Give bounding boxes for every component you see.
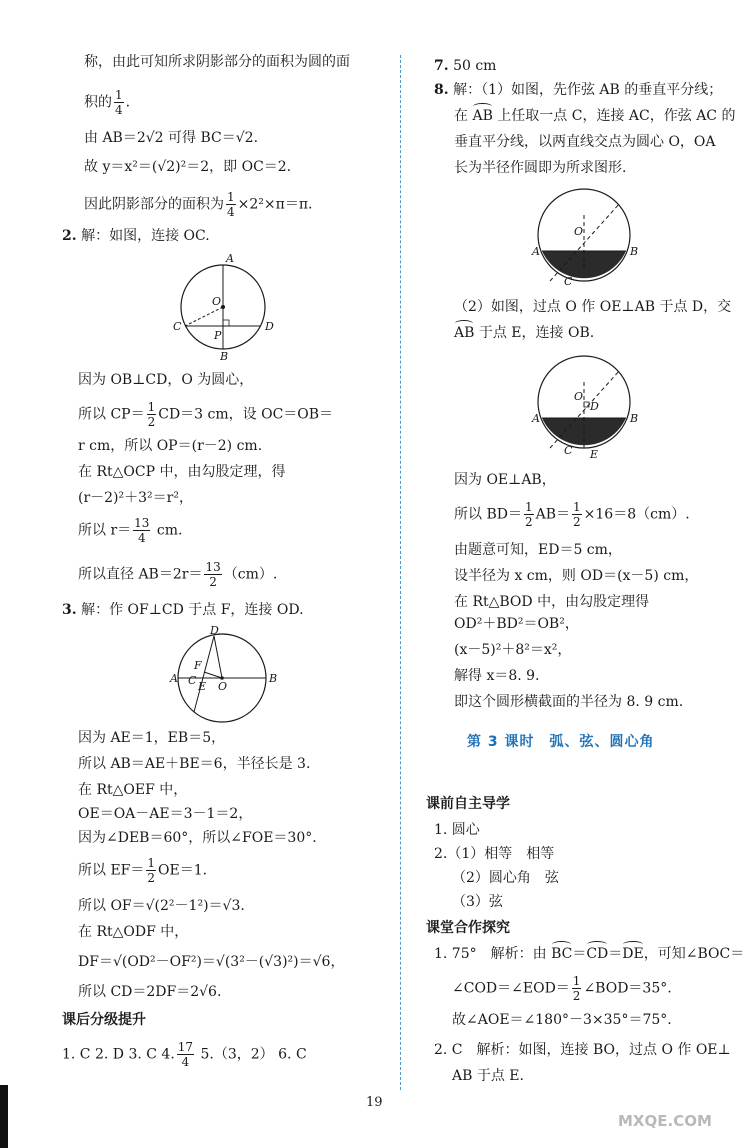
text-line: 在 Rt△BOD 中，由勾股定理得: [454, 594, 650, 610]
label-o: O: [212, 295, 222, 308]
label-o: O: [574, 225, 584, 238]
text-line: 因为 OE⊥AB，: [454, 472, 556, 488]
lesson-title: 第 3 课时 弧、弦、圆心角: [467, 734, 655, 750]
label-a: A: [226, 252, 234, 265]
answer-line: 1. 圆心: [434, 822, 480, 838]
column-divider: [400, 55, 401, 1090]
label-e: E: [198, 680, 207, 693]
fraction: $\frac{13}{4}$: [134, 516, 150, 545]
label-b: B: [269, 672, 278, 685]
text-line: 积的 $\frac{1}{4}$ .: [84, 88, 131, 117]
text-line: （2）如图，过点 O 作 OE⊥AB 于点 D，交: [454, 299, 732, 315]
right-angle-mark: [223, 320, 229, 326]
answer-line: （3）弦: [452, 894, 503, 910]
text-line: 所以 OF＝√(2²－1²)＝√3.: [78, 898, 245, 914]
text-line: (x－5)²＋8²＝x²，: [454, 642, 572, 658]
text-line: 所以 BD＝ $\frac{1}{2}$ AB＝ $\frac{1}{2}$ ×16＝8（cm）.: [454, 500, 690, 529]
figure-circle-segment-2: [530, 352, 640, 462]
section-heading: 课后分级提升: [62, 1012, 146, 1028]
label-d: D: [265, 320, 274, 333]
text-line: 所以 CD＝2DF＝2√6.: [78, 984, 222, 1000]
text-line: AB 于点 E，连接 OB.: [454, 325, 595, 341]
figure-circle-segment-1: [530, 185, 640, 293]
answer-line: ∠COD＝∠EOD＝ $\frac{1}{2}$ ∠BOD＝35°.: [452, 974, 672, 1003]
fraction: $\frac{17}{4}$: [177, 1040, 194, 1069]
text-line: 所以 EF＝ $\frac{1}{2}$ OE＝1.: [78, 856, 208, 885]
text-line: 在 Rt△ODF 中，: [78, 924, 189, 940]
answer-line: 故∠AOE＝∠180°－3×35°＝75°.: [452, 1012, 672, 1028]
text-line: (r－2)²＋3²＝r²，: [78, 490, 193, 506]
text-line: 垂直平分线，以两直线交点为圆心 O，OA: [454, 134, 716, 150]
label-e: E: [590, 448, 599, 461]
label-c: C: [173, 320, 182, 333]
text-line: 因为 AE＝1，EB＝5，: [78, 730, 226, 746]
segment-of: [204, 672, 222, 678]
question-3-header: 3. 解：作 OF⊥CD 于点 F，连接 OD.: [62, 602, 304, 618]
label-d: D: [210, 624, 219, 637]
label-f: F: [194, 659, 202, 672]
label-c: C: [564, 275, 573, 288]
figure-circle-chord-cd: [168, 624, 280, 724]
page-number: 19: [366, 1095, 383, 1110]
scan-edge-bar: [0, 1085, 8, 1148]
segment-oc: [185, 307, 223, 326]
label-b: B: [630, 412, 639, 425]
label-o: O: [218, 680, 228, 693]
label-d: D: [590, 400, 599, 413]
watermark: MXQE.COM: [618, 1112, 712, 1130]
label-a: A: [170, 672, 178, 685]
question-8-header: 8. 解：（1）如图，先作弦 AB 的垂直平分线；: [434, 82, 723, 98]
label-c: C: [564, 444, 573, 457]
text-line: 在 AB 上任取一点 C，连接 AC，作弦 AC 的: [454, 108, 736, 124]
fraction: $\frac{1}{4}$: [227, 190, 235, 219]
label-a: A: [532, 245, 540, 258]
fraction: $\frac{13}{2}$: [205, 560, 221, 589]
text-line: 故 y＝x²＝(√2)²＝2，即 OC＝2.: [84, 159, 292, 175]
answer-line: 2.（1）相等 相等: [434, 846, 555, 862]
answer-line: 1. C 2. D 3. C 4. $\frac{17}{4}$ 5.（3，2） 6. C: [62, 1040, 307, 1069]
text-line: 因此阴影部分的面积为 $\frac{1}{4}$ ×2²×π＝π.: [84, 190, 313, 219]
question-7: 7. 50 cm: [434, 58, 497, 74]
text-line: 所以 r＝ $\frac{13}{4}$ cm.: [78, 516, 183, 545]
text-line: 称，由此可知所求阴影部分的面积为圆的面: [84, 54, 350, 70]
label-p: P: [214, 329, 222, 342]
text-line: 解得 x＝8. 9.: [454, 668, 540, 684]
section-heading: 课前自主导学: [426, 796, 510, 812]
text-line: r cm，所以 OP＝(r－2) cm.: [78, 438, 263, 454]
text-line: 所以直径 AB＝2r＝ $\frac{13}{2}$ （cm）.: [78, 560, 278, 589]
text-line: OE＝OA－AE＝3－1＝2，: [78, 806, 253, 822]
text-line: 因为 OB⊥CD，O 为圆心，: [78, 372, 254, 388]
figure-circle-chord: [168, 250, 278, 362]
label-o: O: [574, 390, 584, 403]
text-line: OD²＋BD²＝OB²，: [454, 616, 579, 632]
arc-notation: DE: [622, 946, 644, 962]
text-line: 所以 CP＝ $\frac{1}{2}$ CD＝3 cm，设 OC＝OB＝: [78, 400, 334, 429]
text-line: 所以 AB＝AE＋BE＝6，半径长是 3.: [78, 756, 311, 772]
label-a: A: [532, 412, 540, 425]
label-c: C: [188, 674, 197, 687]
fraction: $\frac{1}{2}$: [147, 856, 156, 885]
arc-notation: CD: [586, 946, 609, 962]
text-line: 在 Rt△OCP 中，由勾股定理，得: [78, 464, 286, 480]
arc-notation: AB: [472, 108, 493, 124]
answer-line: 1. 75° 解析：由 BC＝CD＝DE，可知∠BOC＝: [434, 946, 745, 962]
text-line: 设半径为 x cm，则 OD＝(x－5) cm，: [454, 568, 699, 584]
label-b: B: [220, 350, 229, 362]
arc-notation: AB: [454, 325, 475, 341]
fraction: $\frac{1}{4}$: [115, 88, 123, 117]
answer-line: 2. C 解析：如图，连接 BO，过点 O 作 OE⊥: [434, 1042, 731, 1058]
fraction: $\frac{1}{2}$: [524, 500, 533, 529]
text-line: 在 Rt△OEF 中，: [78, 782, 188, 798]
fraction: $\frac{1}{2}$: [147, 400, 156, 429]
answer-line: AB 于点 E.: [452, 1068, 524, 1084]
right-angle-mark: [584, 402, 589, 407]
fraction: $\frac{1}{2}$: [572, 974, 581, 1003]
text-line: 长为半径作圆即为所求图形.: [454, 160, 627, 176]
center-point: [221, 305, 225, 309]
text-line: 由题意可知，ED＝5 cm，: [454, 542, 622, 558]
label-b: B: [630, 245, 639, 258]
answer-line: （2）圆心角 弦: [452, 870, 559, 886]
arc-notation: BC: [551, 946, 573, 962]
fraction: $\frac{1}{2}$: [573, 500, 581, 529]
question-2-header: 2. 解：如图，连接 OC.: [62, 228, 210, 244]
text-line: DF＝√(OD²－OF²)＝√(3²－(√3)²)＝√6，: [78, 954, 345, 970]
segment-od: [214, 636, 222, 678]
section-heading: 课堂合作探究: [426, 920, 510, 936]
text-line: 因为∠DEB＝60°，所以∠FOE＝30°.: [78, 830, 317, 846]
text-line: 即这个圆形横截面的半径为 8. 9 cm.: [454, 694, 684, 710]
text-line: 由 AB＝2√2 可得 BC＝√2.: [84, 130, 259, 146]
